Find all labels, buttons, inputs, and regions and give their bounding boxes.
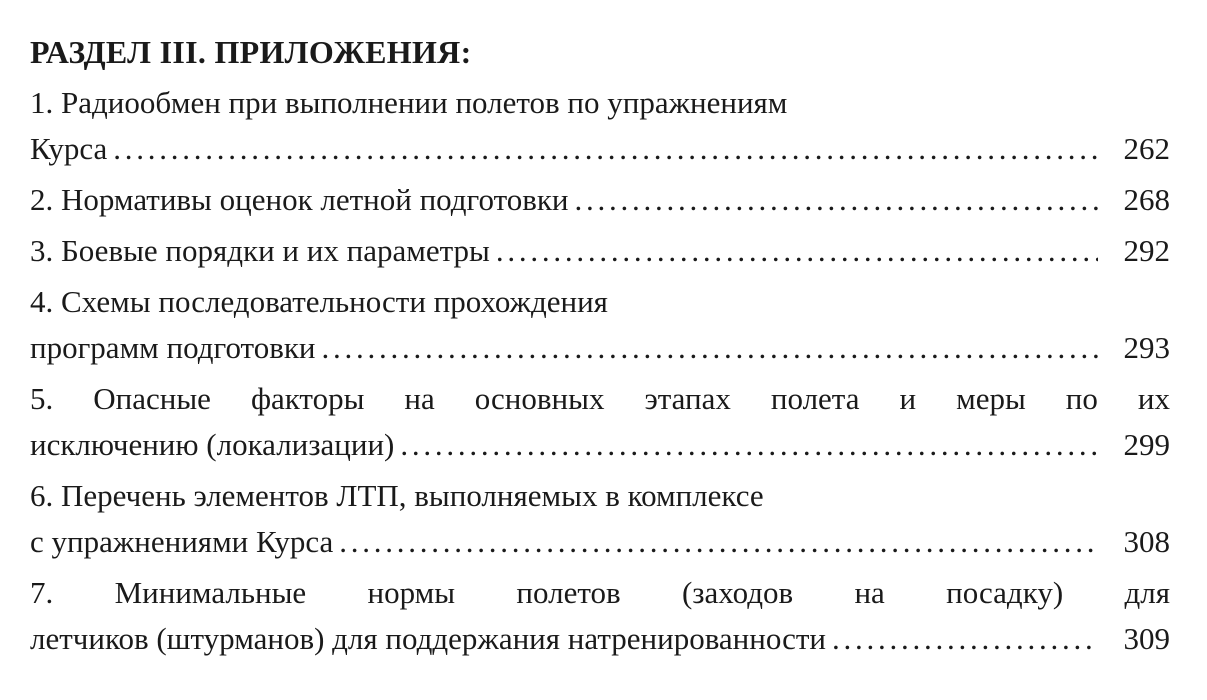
- toc-entry-title-cont: программ подготовки: [30, 330, 316, 365]
- page-number: 308: [1123, 524, 1170, 559]
- toc-page: [30, 30, 1170, 667]
- page-number: 268: [1123, 182, 1170, 217]
- toc-entry-title: 3. Боевые порядки и их параметры: [30, 233, 490, 268]
- toc-entry-title: 4. Схемы последовательности прохождения: [30, 284, 608, 319]
- toc-entry-title-cont: летчиков (штурманов) для поддержания натренированности: [30, 621, 827, 656]
- toc-entry-5[interactable]: [30, 376, 1170, 468]
- page-number: 262: [1123, 131, 1170, 166]
- toc-entry-title-cont: с упражнениями Курса: [30, 524, 334, 559]
- dot-leader: [400, 422, 1098, 468]
- page-number: 292: [1123, 233, 1170, 268]
- toc-entry-2[interactable]: [30, 177, 1170, 223]
- toc-entry-title: 7. Минимальные нормы полетов (заходов на посадку) для: [30, 575, 1170, 610]
- toc-entry-4[interactable]: [30, 279, 1170, 371]
- page-number: 293: [1123, 330, 1170, 365]
- toc-entry-title: 1. Радиообмен при выполнении полетов по упражнениям: [30, 85, 788, 120]
- toc-entry-7[interactable]: [30, 570, 1170, 662]
- dot-leader: [113, 126, 1098, 172]
- toc-entry-title-cont: исключению (локализации): [30, 427, 395, 462]
- toc-entry-3[interactable]: [30, 228, 1170, 274]
- toc-entry-title: 6. Перечень элементов ЛТП, выполняемых в комплексе: [30, 478, 764, 513]
- dot-leader: [575, 177, 1098, 223]
- page-number: 309: [1123, 621, 1170, 656]
- toc-entry-title-cont: Курса: [30, 131, 108, 166]
- toc-entry-title: 2. Нормативы оценок летной подготовки: [30, 182, 569, 217]
- section-heading: РАЗДЕЛ III. ПРИЛОЖЕНИЯ:: [30, 34, 472, 70]
- toc-entry-6[interactable]: [30, 473, 1170, 565]
- page-number: 299: [1123, 427, 1170, 462]
- toc-entry-title: 5. Опасные факторы на основных этапах полета и меры по их: [30, 381, 1170, 416]
- toc-list: [30, 80, 1170, 662]
- dot-leader: [339, 519, 1098, 565]
- toc-entry-1[interactable]: [30, 80, 1170, 172]
- dot-leader: [496, 228, 1098, 274]
- dot-leader: [832, 616, 1098, 662]
- dot-leader: [321, 325, 1098, 371]
